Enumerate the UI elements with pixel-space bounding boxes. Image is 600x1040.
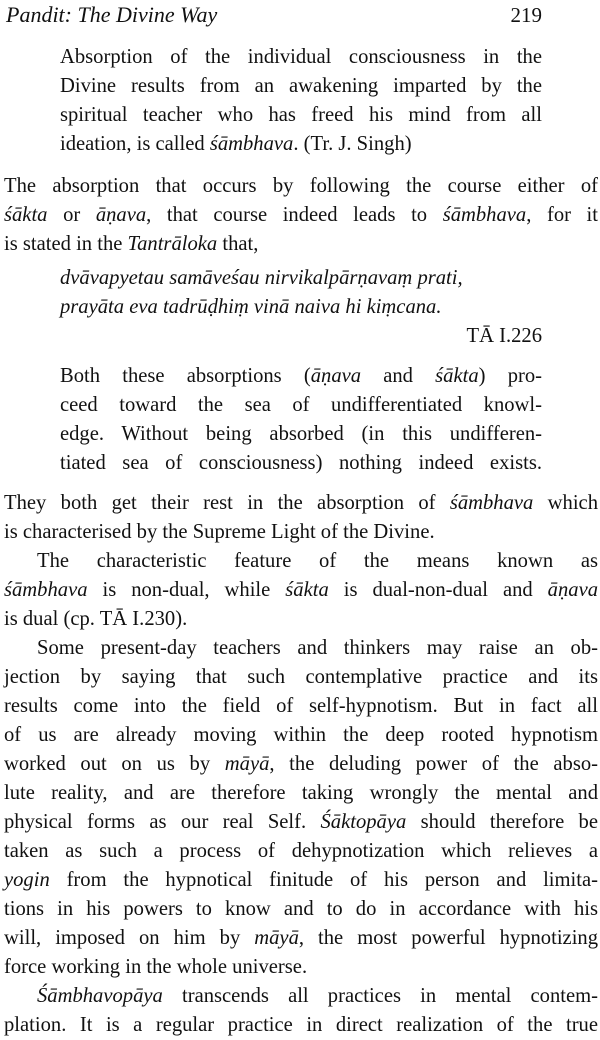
block-quote-1 <box>60 43 542 159</box>
text-line: Some present-day teachers and thinkers may raise an ob- <box>37 637 598 659</box>
text-line: results come into the field of self-hypnotism. But in fact all <box>4 695 598 717</box>
text-line: tiated sea of consciousness) nothing indeed exists. <box>60 452 542 474</box>
paragraph-4 <box>4 634 598 982</box>
text-line: śākta or āṇava, that course indeed leads to śāmbhava, for it <box>4 204 599 226</box>
text-line: Divine results from an awakening imparted by the <box>60 75 542 97</box>
text-line: jection by saying that such contemplative practice and its <box>4 666 598 688</box>
text-line: Absorption of the individual consciousness in the <box>60 46 542 68</box>
verse-line: prayāta eva tadrūḍhiṃ vinā naiva hi kiṃcana. <box>60 296 442 318</box>
text-line: ceed toward the sea of undifferentiated knowl- <box>60 394 542 416</box>
text-line: worked out on us by māyā, the deluding power of the abso- <box>4 753 598 775</box>
text-line: They both get their rest in the absorption of śāmbhava which <box>4 492 598 514</box>
text-line: is characterised by the Supreme Light of the Divine. <box>4 521 435 543</box>
sanskrit-verse <box>60 264 542 351</box>
text-line: śāmbhava is non-dual, while śākta is dual-non-dual and āṇava <box>4 579 598 601</box>
block-quote-2 <box>60 362 542 478</box>
text-line: taken as such a process of dehypnotization which relieves a <box>4 840 598 862</box>
paragraph-5 <box>4 982 598 1040</box>
paragraph-1 <box>4 172 598 259</box>
running-title: Pandit: The Divine Way <box>6 2 218 27</box>
text-line: Both these absorptions (āṇava and śākta) pro- <box>60 365 543 387</box>
verse-line: dvāvapyetau samāveśau nirvikalpārṇavaṃ prati, <box>60 267 463 289</box>
text-line: The characteristic feature of the means known as <box>37 550 598 572</box>
text-line: is stated in the Tantrāloka that, <box>4 233 259 255</box>
verse-citation: TĀ I.226 <box>466 325 542 347</box>
text-line: tions in his powers to know and to do in accordance with his <box>4 898 598 920</box>
text-line: The absorption that occurs by following the course either of <box>4 175 598 197</box>
text-line: edge. Without being absorbed (in this undifferen- <box>60 423 542 445</box>
text-line: plation. It is a regular practice in direct realization of the true <box>4 1014 598 1036</box>
text-line: force working in the whole universe. <box>4 956 308 978</box>
paragraph-3 <box>4 547 598 634</box>
text-line: yogin from the hypnotical finitude of his person and limita- <box>4 869 598 891</box>
text-line: is dual (cp. TĀ I.230). <box>4 608 188 630</box>
text-line: Śāmbhavopāya transcends all practices in mental contem- <box>37 985 598 1007</box>
text-line: ideation, is called śāmbhava. (Tr. J. Singh) <box>60 133 412 155</box>
text-line: of us are already moving within the deep rooted hypnotism <box>4 724 598 746</box>
text-line: spiritual teacher who has freed his mind from all <box>60 104 542 126</box>
page-number: 219 <box>510 3 542 27</box>
text-line: will, imposed on him by māyā, the most powerful hypnotizing <box>4 927 599 949</box>
paragraph-2 <box>4 489 598 547</box>
text-line: physical forms as our real Self. Śāktopāya should therefore be <box>4 811 598 833</box>
text-line: lute reality, and are therefore taking wrongly the mental and <box>4 782 598 804</box>
